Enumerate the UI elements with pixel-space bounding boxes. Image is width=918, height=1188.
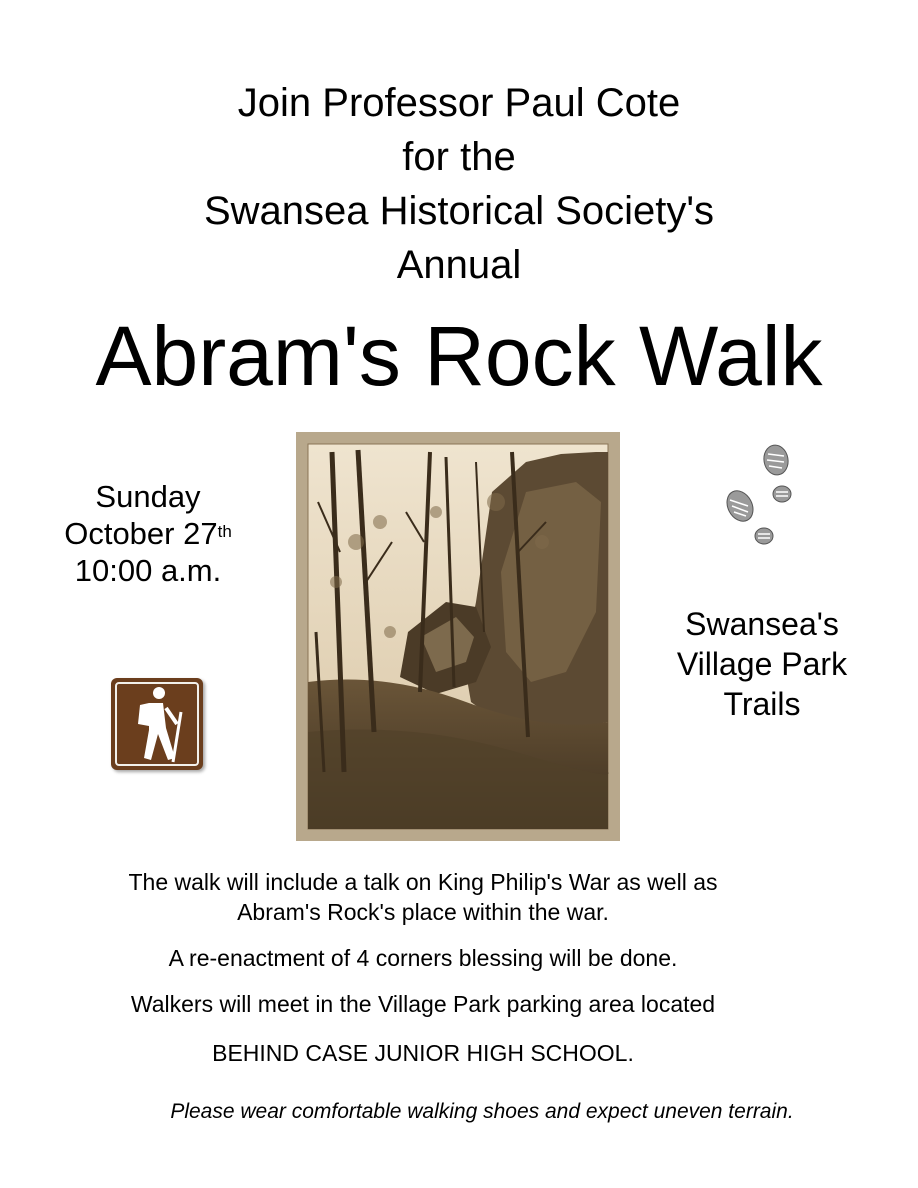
event-when bbox=[30, 478, 266, 589]
intro-line-4: Annual bbox=[396, 243, 522, 287]
event-date-text: October 27 bbox=[64, 516, 218, 551]
location-line-1: Swansea's bbox=[685, 606, 839, 642]
event-date-suffix: th bbox=[217, 522, 232, 541]
details-line-3: A re-enactment of 4 corners blessing will be done. bbox=[168, 945, 678, 971]
event-location bbox=[650, 604, 874, 724]
footer-note: Please wear comfortable walking shoes and expect uneven terrain. bbox=[170, 1100, 794, 1123]
intro-heading bbox=[0, 76, 918, 292]
intro-line-3: Swansea Historical Society's bbox=[203, 189, 715, 233]
intro-line-2: for the bbox=[402, 135, 516, 179]
hiker-trail-sign-icon bbox=[111, 678, 203, 770]
location-line-3: Trails bbox=[723, 686, 801, 722]
intro-line-1: Join Professor Paul Cote bbox=[237, 81, 681, 125]
details-line-5: BEHIND CASE JUNIOR HIGH SCHOOL. bbox=[212, 1040, 634, 1066]
details-line-1: The walk will include a talk on King Philip's War as well as bbox=[128, 869, 718, 895]
event-time: 10:00 a.m. bbox=[74, 553, 222, 588]
location-line-2: Village Park bbox=[676, 646, 848, 682]
footprints-icon bbox=[722, 442, 802, 557]
details-line-4: Walkers will meet in the Village Park parking area located bbox=[130, 991, 716, 1017]
abrams-rock-photo bbox=[296, 432, 620, 841]
details-line-2: Abram's Rock's place within the war. bbox=[237, 899, 609, 925]
event-date bbox=[30, 515, 266, 552]
event-title: Abram's Rock Walk bbox=[95, 309, 823, 403]
event-day: Sunday bbox=[95, 479, 201, 514]
